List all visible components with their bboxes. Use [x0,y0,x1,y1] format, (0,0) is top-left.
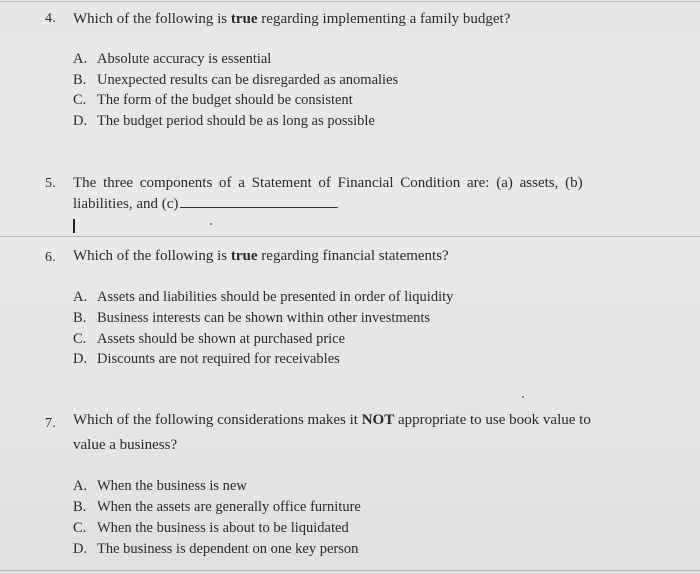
option-letter: A. [73,289,88,305]
question-4-text [73,9,510,30]
option-text: When the assets are generally office furniture [97,499,361,515]
question-7-text-before: Which of the following considerations makes it [73,412,362,428]
question-6-option-d[interactable] [73,351,340,368]
question-6-emphasis: true [230,248,258,264]
question-6-text-before: Which of the following is [73,248,231,264]
question-6-option-a[interactable] [73,289,453,306]
question-5-line-1: The three components of a Statement of Financial Condition are: (a) assets, (b) [73,175,583,191]
question-7-option-c[interactable] [73,520,349,537]
question-4-emphasis: true [230,11,258,27]
question-7-line-2: value a business? [73,437,178,453]
question-4-text-before: Which of the following is [73,11,231,27]
text-cursor [73,219,75,233]
question-7-option-a[interactable] [73,478,247,495]
question-7-text-after: appropriate to use book value to [394,412,591,428]
option-letter: B. [73,499,87,515]
option-letter: D. [73,351,88,367]
option-letter: B. [73,310,87,326]
question-4-text-after: regarding implementing a family budget? [257,11,511,27]
question-7-option-d[interactable] [73,541,358,558]
option-letter: C. [73,92,87,108]
question-4-option-c[interactable] [73,92,353,109]
option-text: When the business is new [97,478,247,494]
option-text: Assets and liabilities should be presented in order of liquidity [97,289,454,305]
top-divider [0,1,700,2]
question-4-option-a[interactable] [73,51,271,68]
answer-blank[interactable] [180,207,338,208]
option-text: When the business is about to be liquidated [97,520,349,536]
dot-mark [210,223,212,225]
option-letter: A. [73,478,88,494]
option-letter: D. [73,541,88,557]
option-text: The form of the budget should be consistent [97,92,353,108]
option-letter: A. [73,51,88,67]
bottom-divider [0,570,700,571]
option-text: Unexpected results can be disregarded as anomalies [97,72,399,88]
question-4-number: 4. [45,11,56,26]
option-letter: B. [73,72,87,88]
question-5-line-2 [73,194,338,215]
question-5-number: 5. [45,176,56,191]
question-6-text [73,246,449,267]
option-text: Absolute accuracy is essential [97,51,272,67]
question-6-option-b[interactable] [73,310,430,327]
question-7-text [73,410,591,431]
question-7-emphasis: NOT [361,412,395,428]
question-6-number: 6. [45,250,56,265]
dot-mark [522,396,524,398]
option-letter: C. [73,331,87,347]
question-5-line-2-text: liabilities, and (c) [73,196,179,212]
question-4-option-d[interactable] [73,113,375,130]
question-7-option-b[interactable] [73,499,361,516]
question-4-option-b[interactable] [73,72,398,89]
question-7-number: 7. [45,416,56,431]
option-letter: C. [73,520,87,536]
option-text: The budget period should be as long as possible [97,113,375,129]
option-text: Business interests can be shown within other investments [97,310,431,326]
option-text: Assets should be shown at purchased price [97,331,346,347]
option-text: Discounts are not required for receivables [97,351,340,367]
option-letter: D. [73,113,88,129]
question-6-text-after: regarding financial statements? [257,248,449,264]
question-6-option-c[interactable] [73,331,345,348]
middle-divider [0,236,700,237]
option-text: The business is dependent on one key person [97,541,359,557]
